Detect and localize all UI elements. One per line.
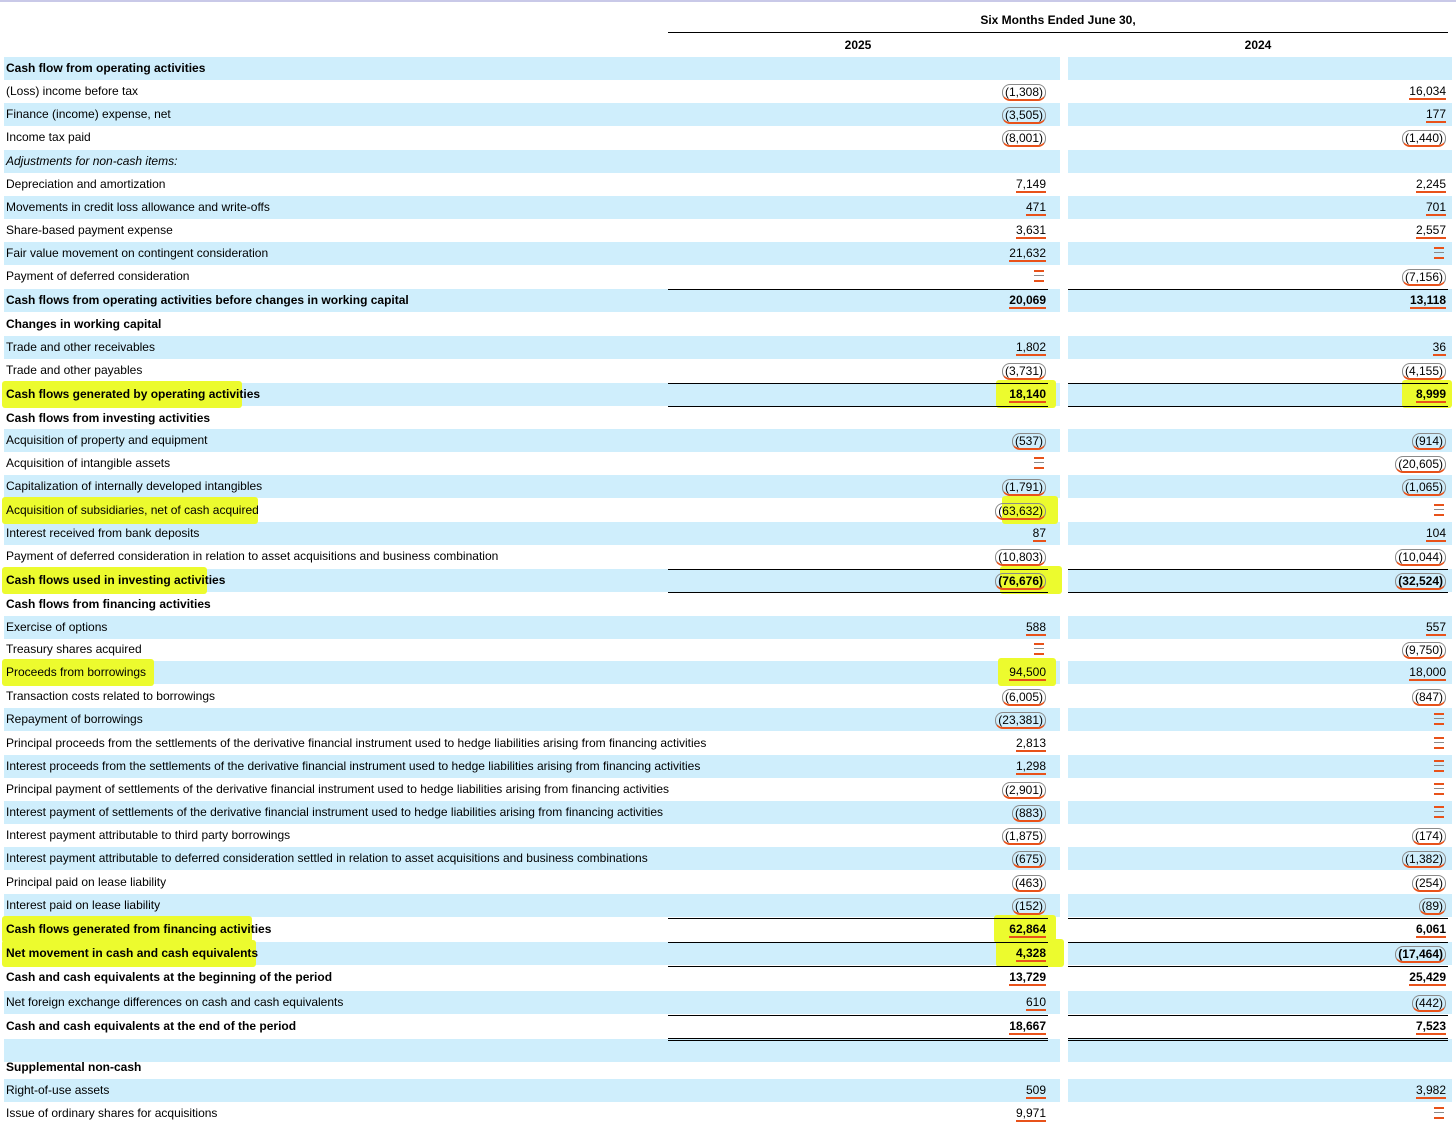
total-rule <box>668 383 1048 384</box>
total-rule <box>668 569 1048 570</box>
table-row <box>0 242 1452 265</box>
value-2024: (10,044) <box>1395 549 1446 566</box>
value-2025-nil <box>1034 643 1044 656</box>
row-label: Repayment of borrowings <box>6 712 143 726</box>
row-background <box>4 126 668 149</box>
value-2025: (8,001) <box>1002 130 1046 147</box>
value-2025: (23,381) <box>995 712 1046 729</box>
table-row <box>0 732 1452 755</box>
row-background <box>668 1056 1060 1079</box>
row-label: Capitalization of internally developed intangibles <box>6 479 263 493</box>
value-2025: (883) <box>1012 805 1046 822</box>
row-background <box>1068 219 1452 242</box>
row-background <box>1068 475 1452 498</box>
table-row <box>0 894 1452 917</box>
value-2025: 1,298 <box>1015 759 1046 773</box>
value-2024: (1,440) <box>1402 130 1446 147</box>
value-2024: (847) <box>1412 689 1446 706</box>
value-2024: 3,982 <box>1415 1083 1446 1097</box>
value-2025: 7,149 <box>1015 177 1046 191</box>
table-row <box>0 522 1452 545</box>
value-2025: 509 <box>1025 1083 1046 1097</box>
table-row <box>0 966 1452 989</box>
value-2024: 8,999 <box>1415 387 1446 401</box>
value-2025: (537) <box>1012 433 1046 450</box>
total-rule <box>1068 966 1448 967</box>
row-background <box>668 289 1060 312</box>
row-label: Adjustments for non-cash items: <box>6 154 178 168</box>
table-row <box>0 150 1452 173</box>
row-background <box>1068 871 1452 894</box>
value-2025: 94,500 <box>1009 665 1046 679</box>
value-2024: 25,429 <box>1409 970 1446 984</box>
row-background <box>1068 847 1452 870</box>
table-row <box>0 593 1452 616</box>
row-background <box>1068 359 1452 382</box>
value-2025: 1,802 <box>1015 340 1046 354</box>
value-2024-nil <box>1434 737 1444 750</box>
value-2025: 9,971 <box>1015 1106 1046 1120</box>
row-background <box>1068 1079 1452 1102</box>
value-2025: 4,328 <box>1015 946 1046 960</box>
table-row <box>0 638 1452 661</box>
row-label: Issue of ordinary shares for acquisitions <box>6 1106 218 1120</box>
total-rule <box>1068 569 1448 570</box>
value-2025: (1,308) <box>1002 84 1046 101</box>
value-2025: (3,505) <box>1002 107 1046 124</box>
table-row <box>0 429 1452 452</box>
row-background <box>668 313 1060 336</box>
row-background <box>668 242 1060 265</box>
row-background <box>1068 429 1452 452</box>
table-row <box>0 661 1452 684</box>
total-rule <box>1068 383 1448 384</box>
value-2025: 2,813 <box>1015 736 1046 750</box>
value-2024: (1,065) <box>1402 479 1446 496</box>
row-label: Finance (income) expense, net <box>6 107 171 121</box>
row-background <box>1068 1056 1452 1079</box>
value-2025: (1,791) <box>1002 479 1046 496</box>
value-2025: 471 <box>1025 200 1046 214</box>
row-background <box>668 894 1060 917</box>
value-2025: (152) <box>1012 898 1046 915</box>
row-background <box>1068 289 1452 312</box>
row-background <box>1068 196 1452 219</box>
row-background <box>1068 126 1452 149</box>
row-background <box>1068 383 1452 406</box>
table-row <box>0 313 1452 336</box>
row-label: Cash flows from operating activities before changes in working capital <box>6 293 409 307</box>
row-background <box>668 57 1060 80</box>
row-label: Right-of-use assets <box>6 1083 110 1097</box>
row-label: Payment of deferred consideration in relation to asset acquisitions and business combination <box>6 549 499 563</box>
row-background <box>1068 336 1452 359</box>
row-label: Acquisition of subsidiaries, net of cash acquired <box>6 503 259 517</box>
row-label: Movements in credit loss allowance and write-offs <box>6 200 270 214</box>
row-background <box>668 616 1060 639</box>
row-background <box>668 593 1060 616</box>
row-background <box>1068 778 1452 801</box>
row-background <box>668 336 1060 359</box>
value-2025-nil <box>1034 270 1044 283</box>
table-row <box>0 57 1452 80</box>
table-row <box>0 126 1452 149</box>
value-2025: 13,729 <box>1009 970 1046 984</box>
row-label: Interest paid on lease liability <box>6 898 161 912</box>
row-label: Interest payment of settlements of the derivative financial instrument used to hedge liabilities arising from financing activities <box>6 805 663 819</box>
row-background <box>1068 918 1452 941</box>
row-background <box>1068 80 1452 103</box>
row-background <box>1068 593 1452 616</box>
value-2024: 6,061 <box>1415 922 1446 936</box>
table-row <box>0 1102 1452 1125</box>
value-2024: 2,557 <box>1415 223 1446 237</box>
value-2024: 18,000 <box>1409 665 1446 679</box>
total-rule <box>668 289 1048 290</box>
table-row <box>0 1079 1452 1102</box>
value-2024: (20,605) <box>1395 456 1446 473</box>
value-2024: 16,034 <box>1409 84 1446 98</box>
row-label: Cash flows generated from financing activities <box>6 922 272 936</box>
row-background <box>1068 732 1452 755</box>
value-2024: 701 <box>1425 200 1446 214</box>
row-label: Acquisition of property and equipment <box>6 433 208 447</box>
row-background <box>668 522 1060 545</box>
row-label: Fair value movement on contingent consideration <box>6 246 269 260</box>
row-background <box>1068 499 1452 522</box>
total-rule <box>1068 918 1448 919</box>
year-2025-label: 2025 <box>844 38 872 52</box>
row-label: Trade and other receivables <box>6 340 155 354</box>
row-label: Cash and cash equivalents at the end of the period <box>6 1019 297 1033</box>
total-rule <box>1068 1038 1448 1041</box>
table-row <box>0 336 1452 359</box>
row-background <box>668 755 1060 778</box>
row-background <box>1068 1102 1452 1125</box>
table-row <box>0 708 1452 731</box>
row-label: Cash flows from investing activities <box>6 411 211 425</box>
top-border <box>0 0 1456 2</box>
table-row <box>0 1015 1452 1038</box>
row-background <box>1068 407 1452 430</box>
row-label: Exercise of options <box>6 620 108 634</box>
value-2024: (7,156) <box>1402 269 1446 286</box>
value-2024: 104 <box>1425 526 1446 540</box>
row-label: Supplemental non-cash <box>6 1060 142 1074</box>
table-row <box>0 407 1452 430</box>
row-background <box>1068 57 1452 80</box>
row-background <box>668 265 1060 288</box>
row-background <box>668 871 1060 894</box>
table-row <box>0 359 1452 382</box>
table-row <box>0 918 1452 941</box>
row-background <box>668 732 1060 755</box>
total-rule <box>668 942 1048 943</box>
table-row <box>0 755 1452 778</box>
row-label: Depreciation and amortization <box>6 177 166 191</box>
row-background <box>1068 638 1452 661</box>
row-background <box>668 991 1060 1014</box>
row-background <box>668 150 1060 173</box>
value-2024-nil <box>1434 247 1444 260</box>
row-background <box>1068 661 1452 684</box>
value-2024: (174) <box>1412 828 1446 845</box>
value-2024-nil <box>1434 713 1444 726</box>
row-background <box>1068 265 1452 288</box>
table-row <box>0 265 1452 288</box>
row-label: (Loss) income before tax <box>6 84 139 98</box>
row-background <box>1068 103 1452 126</box>
value-2025: (675) <box>1012 851 1046 868</box>
row-background <box>1068 685 1452 708</box>
row-background <box>1068 824 1452 847</box>
row-label: Acquisition of intangible assets <box>6 456 171 470</box>
value-2024: (1,382) <box>1402 851 1446 868</box>
row-label: Principal proceeds from the settlements of the derivative financial instrument used to hedge liabilities arising from financing activities <box>6 736 707 750</box>
value-2025: (1,875) <box>1002 828 1046 845</box>
row-label: Trade and other payables <box>6 363 143 377</box>
row-label: Cash flows used in investing activities <box>6 573 226 587</box>
value-2024: 7,523 <box>1415 1019 1446 1033</box>
table-row <box>0 499 1452 522</box>
row-background <box>668 429 1060 452</box>
table-row <box>0 383 1452 406</box>
row-label: Cash flow from operating activities <box>6 61 206 75</box>
row-background <box>668 1102 1060 1125</box>
table-row <box>0 616 1452 639</box>
row-label: Interest payment attributable to deferred consideration settled in relation to asset acquisitions and business combinations <box>6 851 648 865</box>
total-rule <box>668 1015 1048 1016</box>
row-label: Cash flows generated by operating activities <box>6 387 261 401</box>
row-background <box>668 452 1060 475</box>
row-label: Payment of deferred consideration <box>6 269 190 283</box>
table-row <box>0 545 1452 568</box>
value-2024: 13,118 <box>1409 293 1446 307</box>
year-2024-label: 2024 <box>1244 38 1272 52</box>
row-label: Treasury shares acquired <box>6 642 142 656</box>
value-2024: (914) <box>1412 433 1446 450</box>
row-label: Interest payment attributable to third party borrowings <box>6 828 291 842</box>
value-2024: (32,524) <box>1395 573 1446 590</box>
value-2024-nil <box>1434 783 1444 796</box>
value-2025: 3,631 <box>1015 223 1046 237</box>
value-2025: (6,005) <box>1002 689 1046 706</box>
row-label: Net foreign exchange differences on cash and cash equivalents <box>6 995 344 1009</box>
table-row <box>0 1056 1452 1079</box>
value-2025: (76,676) <box>995 573 1046 590</box>
row-background <box>1068 616 1452 639</box>
value-2025: (463) <box>1012 875 1046 892</box>
value-2024: (89) <box>1419 898 1446 915</box>
total-rule <box>668 406 1048 407</box>
value-2024-nil <box>1434 504 1444 517</box>
table-row <box>0 991 1452 1014</box>
row-background <box>668 196 1060 219</box>
row-background <box>1068 242 1452 265</box>
total-rule <box>1068 1015 1448 1016</box>
row-background <box>1068 173 1452 196</box>
row-background <box>1068 801 1452 824</box>
row-background <box>668 966 1060 989</box>
table-row <box>0 80 1452 103</box>
table-row <box>0 685 1452 708</box>
row-background <box>668 847 1060 870</box>
value-2025: (10,803) <box>995 549 1046 566</box>
total-rule <box>668 918 1048 919</box>
row-label: Principal paid on lease liability <box>6 875 167 889</box>
table-row <box>0 801 1452 824</box>
table-row <box>0 942 1452 965</box>
row-background <box>668 1015 1060 1038</box>
value-2024: (9,750) <box>1402 642 1446 659</box>
row-label: Cash flows from financing activities <box>6 597 211 611</box>
row-background <box>1068 150 1452 173</box>
table-row <box>0 569 1452 592</box>
table-row <box>0 778 1452 801</box>
value-2024-nil <box>1434 760 1444 773</box>
row-label: Net movement in cash and cash equivalents <box>6 946 259 960</box>
table-row <box>0 847 1452 870</box>
row-background <box>1068 991 1452 1014</box>
row-label: Proceeds from borrowings <box>6 665 147 679</box>
table-row <box>0 475 1452 498</box>
value-2025: 18,667 <box>1009 1019 1046 1033</box>
table-row <box>0 173 1452 196</box>
total-rule <box>1068 289 1448 290</box>
row-label: Income tax paid <box>6 130 91 144</box>
table-row <box>0 103 1452 126</box>
total-rule <box>668 1038 1048 1041</box>
row-background <box>668 173 1060 196</box>
value-2025: 21,632 <box>1009 246 1046 260</box>
row-label: Cash and cash equivalents at the beginning of the period <box>6 970 333 984</box>
total-rule <box>1068 406 1448 407</box>
value-2025: 610 <box>1025 995 1046 1009</box>
table-row <box>0 289 1452 312</box>
row-background <box>1068 708 1452 731</box>
row-background <box>1068 966 1452 989</box>
table-row <box>0 196 1452 219</box>
row-label: Interest received from bank deposits <box>6 526 200 540</box>
total-rule <box>668 966 1048 967</box>
total-rule <box>1068 592 1448 593</box>
value-2024-nil <box>1434 806 1444 819</box>
total-rule <box>1068 942 1448 943</box>
row-background <box>1068 755 1452 778</box>
table-row <box>0 824 1452 847</box>
total-rule <box>668 592 1048 593</box>
period-header: Six Months Ended June 30, <box>980 13 1136 27</box>
value-2025-nil <box>1034 457 1044 470</box>
value-2024-nil <box>1434 1107 1444 1120</box>
value-2024: 36 <box>1432 340 1446 354</box>
value-2025: 87 <box>1032 526 1046 540</box>
row-background <box>668 219 1060 242</box>
row-label: Share-based payment expense <box>6 223 173 237</box>
row-background <box>1068 1015 1452 1038</box>
value-2025: 588 <box>1025 620 1046 634</box>
header-gap <box>668 55 1448 56</box>
value-2025: 62,864 <box>1009 922 1046 936</box>
value-2025: 18,140 <box>1009 387 1046 401</box>
value-2025: (63,632) <box>995 503 1046 520</box>
table-row <box>0 452 1452 475</box>
value-2024: (442) <box>1412 995 1446 1012</box>
row-background <box>668 407 1060 430</box>
table-row <box>0 219 1452 242</box>
value-2024: 177 <box>1425 107 1446 121</box>
row-background <box>1068 313 1452 336</box>
row-background <box>1068 522 1452 545</box>
row-label: Principal payment of settlements of the derivative financial instrument used to hedge liabilities arising from financing activities <box>6 782 669 796</box>
value-2025: (3,731) <box>1002 363 1046 380</box>
row-background <box>668 801 1060 824</box>
row-background <box>1068 894 1452 917</box>
row-background <box>668 1079 1060 1102</box>
table-row <box>0 871 1452 894</box>
value-2025: (2,901) <box>1002 782 1046 799</box>
header-rule <box>668 32 1448 33</box>
value-2024: 557 <box>1425 620 1446 634</box>
row-label: Changes in working capital <box>6 317 162 331</box>
value-2024: (17,464) <box>1395 946 1446 963</box>
row-label: Interest proceeds from the settlements of the derivative financial instrument used to hedge liabilities arising from financing activities <box>6 759 701 773</box>
row-label: Transaction costs related to borrowings <box>6 689 215 703</box>
value-2024: (4,155) <box>1402 363 1446 380</box>
value-2024: (254) <box>1412 875 1446 892</box>
value-2024: 2,245 <box>1415 177 1446 191</box>
value-2025: 20,069 <box>1009 293 1046 307</box>
